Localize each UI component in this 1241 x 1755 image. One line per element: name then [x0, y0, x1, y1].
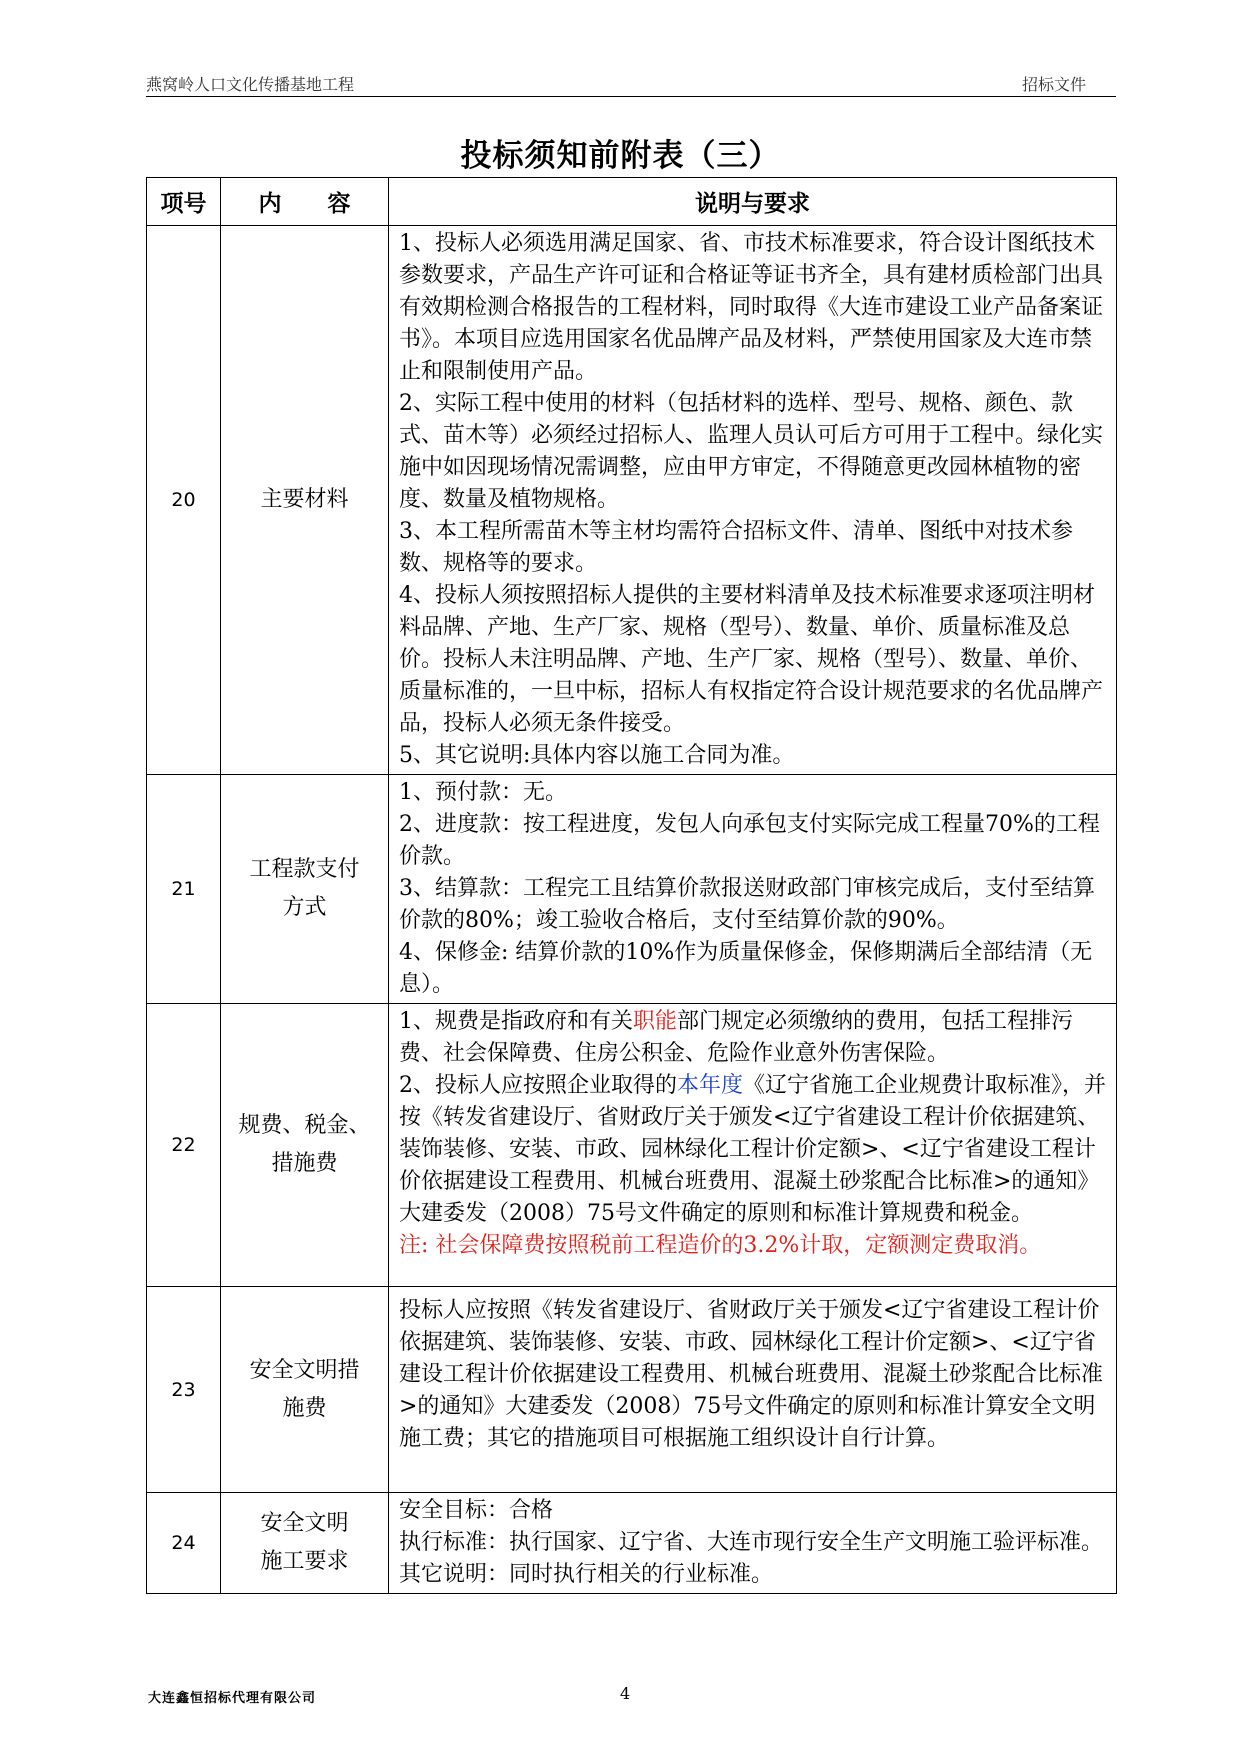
table-row [147, 1287, 1117, 1493]
desc-line: 5、其它说明:具体内容以施工合同为准。 [399, 743, 795, 768]
row-item: 主要材料 [221, 226, 389, 775]
row-number: 23 [147, 1287, 221, 1493]
row-number: 20 [147, 226, 221, 775]
desc-line: 安全目标：合格 [399, 1498, 554, 1523]
header-project-name: 燕窝岭人口文化传播基地工程 [146, 75, 355, 94]
desc-line: 3、结算款：工程完工且结算价款报送财政部门审核完成后，支付至结算价款的80%；竣工验收合格后，支付至结算价款的90%。 [399, 876, 1095, 933]
row-description [389, 1493, 1117, 1594]
text-segment: 1、规费是指政府和有关 [399, 1009, 633, 1034]
table-row [147, 226, 1117, 775]
row-number: 21 [147, 775, 221, 1004]
row-item-line: 方式 [282, 895, 327, 920]
column-header-desc: 说明与要求 [389, 178, 1117, 226]
row-description [389, 1287, 1117, 1493]
desc-line [399, 1070, 1108, 1230]
row-description [389, 775, 1117, 1004]
row-description [389, 226, 1117, 775]
highlight-red: 职能 [633, 1009, 678, 1034]
row-item [221, 1287, 389, 1493]
row-item-line: 安全文明措 [249, 1357, 360, 1383]
row-item-line: 措施费 [271, 1151, 338, 1176]
text-segment: 部门规定必须缴纳的费用，包括工程排污费、社会保障费、住房公积金、危险作业意外伤害保险。 [399, 1009, 1074, 1066]
column-header-num: 项号 [147, 178, 221, 226]
desc-line: 1、投标人必须选用满足国家、省、市技术标准要求，符合设计图纸技术参数要求，产品生产许可证和合格证等证书齐全，具有建材质检部门出具有效期检测合格报告的工程材料，同时取得《大连市建设工业产品备案证书》。本项目应选用国家名优品牌产品及材料，严禁使用国家及大连市禁止和限制使用产品。 [399, 231, 1104, 384]
desc-line: 3、本工程所需苗木等主材均需符合招标文件、清单、图纸中对技术参数、规格等的要求。 [399, 519, 1073, 576]
desc-line: 4、投标人须按照招标人提供的主要材料清单及技术标准要求逐项注明材料品牌、产地、生产厂家、规格（型号）、数量、单价、质量标准及总价。投标人未注明品牌、产地、生产厂家、规格（型号）、数量、单价、质量标准的，一旦中标，招标人有权指定符合设计规范要求的名优品牌产品，投标人必须无条件接受。 [399, 583, 1104, 736]
row-item-line: 规费、税金、 [238, 1113, 371, 1138]
red-note: 注: 社会保障费按照税前工程造价的3.2%计取，定额测定费取消。 [399, 1233, 1042, 1258]
table-row [147, 1493, 1117, 1594]
page-title: 投标须知前附表（三） [460, 138, 781, 174]
row-item [221, 1493, 389, 1594]
footer-company: 大连鑫恒招标代理有限公司 [148, 1691, 317, 1706]
table-header-row [147, 178, 1117, 226]
desc-line: 投标人应按照《转发省建设厅、省财政厅关于颁发<辽宁省建设工程计价依据建筑、装饰装修、安装、市政、园林绿化工程计价定额>、<辽宁省建设工程计价依据建设工程费用、机械台班费用、混凝土砂浆配合比标准>的通知》大建委发（2008）75号文件确定的原则和标准计算安全文明施工费；其它的措施项目可根据施工组织设计自行计算。 [399, 1298, 1104, 1451]
row-item-line: 工程款支付 [249, 857, 360, 882]
desc-line: 4、保修金: 结算价款的10%作为质量保修金，保修期满后全部结清（无息）。 [399, 940, 1093, 997]
row-item [221, 1004, 389, 1287]
desc-line: 1、预付款：无。 [399, 780, 567, 805]
row-item [221, 775, 389, 1004]
desc-line: 执行标准：执行国家、辽宁省、大连市现行安全生产文明施工验评标准。 其它说明：同时执行相关的行业标准。 [399, 1530, 1115, 1587]
row-item-line: 施费 [282, 1395, 327, 1421]
row-item-line: 安全文明 [260, 1511, 349, 1536]
page-number: 4 [620, 1684, 631, 1703]
header-doc-type: 招标文件 [1021, 75, 1086, 94]
page-header [146, 68, 1116, 97]
text-segment: 《辽宁省施工企业规费计取标准》，并按《转发省建设厅、省财政厅关于颁发<辽宁省建设工程计价依据建筑、装饰装修、安装、市政、园林绿化工程计价定额>、<辽宁省建设工程计价依据建设工程费用、机械台班费用、混凝土砂浆配合比标准>的通知》大建委发（2008）75号文件确定的原则和标准计算规费和税金。 [399, 1073, 1107, 1226]
column-header-item: 内 容 [221, 178, 389, 226]
table-row [147, 1004, 1117, 1287]
text-segment: 2、投标人应按照企业取得的 [399, 1073, 677, 1098]
desc-line [399, 1006, 1108, 1070]
desc-line: 2、进度款：按工程进度，发包人向承包支付实际完成工程量70%的工程价款。 [399, 812, 1100, 869]
highlight-blue: 本年度 [677, 1073, 744, 1098]
bidding-notice-table [146, 177, 1117, 1594]
row-number: 22 [147, 1004, 221, 1287]
table-row [147, 775, 1117, 1004]
row-description [389, 1004, 1117, 1287]
desc-line: 2、实际工程中使用的材料（包括材料的选样、型号、规格、颜色、款式、苗木等）必须经过招标人、监理人员认可后方可用于工程中。绿化实施中如因现场情况需调整，应由甲方审定，不得随意更改园林植物的密度、数量及植物规格。 [399, 391, 1104, 512]
row-item-line: 施工要求 [260, 1549, 349, 1574]
row-number: 24 [147, 1493, 221, 1594]
